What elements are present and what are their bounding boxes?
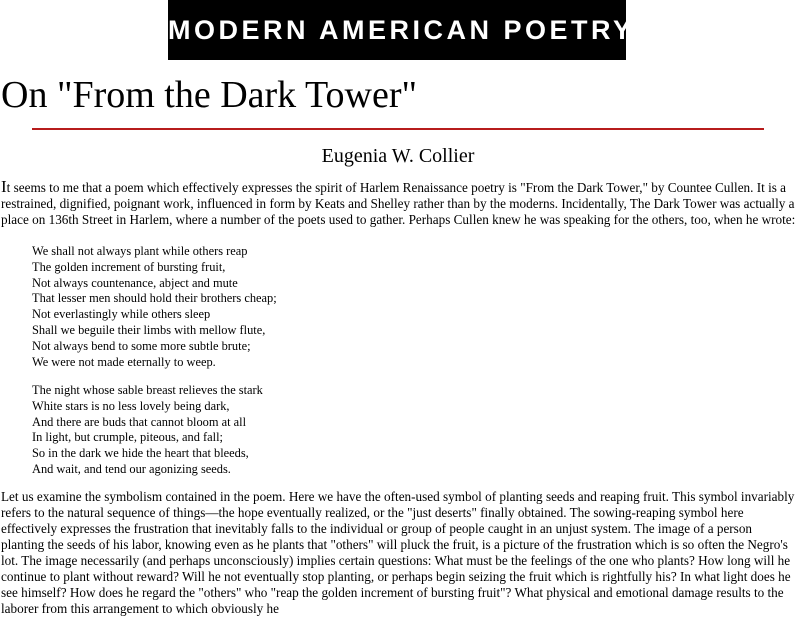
- poem-line: And there are buds that cannot bloom at all: [32, 414, 247, 429]
- poem-line: That lesser men should hold their brothers cheap;: [32, 291, 277, 306]
- poem-line: So in the dark we hide the heart that bleeds,: [32, 446, 249, 461]
- page-title: On "From the Dark Tower": [1, 74, 418, 116]
- poem-line: Not always bend to some more subtle brute;: [32, 338, 251, 353]
- author-name: Eugenia W. Collier: [321, 145, 475, 167]
- analysis-paragraph: Let us examine the symbolism contained in the poem. Here we have the often-used symbol of planting seeds and reaping fruit. This symbol invariably refers to the natural sequence of things—the hope eventually realized, or the "just deserts" finally obtained. The sowing-reaping symbol here effectively expresses the frustration that inevitably falls to the individual or group of people caught in an unjust system. The image of a person planting the seeds of his labor, knowing even as he plants that "others" will pluck the fruit, is a picture of the frustration which is so often the Negro's lot. The image necessarily (and perhaps unconsciously) implies certain questions: What must be the feelings of the one who plants? How long will he continue to plant without reward? Will he not eventually stop planting, or perhaps begin seizing the fruit which is rightfully his? In what light does he see himself? How does he regard the "others" who "reap the golden increment of bursting fruit"? What physical and emotional damage results to the laborer from this arrangement to which obviously he: [1, 489, 795, 616]
- poem-line: And wait, and tend our agonizing seeds.: [32, 461, 231, 476]
- intro-paragraph: [1, 179, 796, 228]
- poem-line: In light, but crumple, piteous, and fall;: [32, 430, 223, 445]
- poem-line: White stars is no less lovely being dark,: [32, 398, 230, 413]
- title-divider: [32, 128, 764, 130]
- poem-line: Not always countenance, abject and mute: [32, 275, 238, 290]
- intro-paragraph-text: t seems to me that a poem which effectively expresses the spirit of Harlem Renaissance poetry is "From the Dark Tower," by Countee Cullen. It is a restrained, dignified, poignant work, influenced in form by Keats and Shelley rather than by the moderns. Incidentally, The Dark Tower was actually a place on 136th Street in Harlem, where a number of the poets used to gather. Perhaps Cullen knew he was speaking for the others, too, when he wrote:: [1, 180, 796, 227]
- site-banner-logo[interactable]: MODERN AMERICAN POETRY: [168, 0, 626, 60]
- poem-line: The night whose sable breast relieves the stark: [32, 383, 263, 397]
- poem-line: Shall we beguile their limbs with mellow flute,: [32, 322, 266, 337]
- poem-line: The golden increment of bursting fruit,: [32, 259, 226, 274]
- poem-stanza-1: [32, 244, 277, 370]
- poem-line: We shall not always plant while others reap: [32, 244, 248, 258]
- drop-cap: I: [1, 177, 7, 196]
- poem-stanza-2: [32, 383, 263, 478]
- poem-line: We were not made eternally to weep.: [32, 354, 216, 369]
- poem-line: Not everlastingly while others sleep: [32, 307, 211, 322]
